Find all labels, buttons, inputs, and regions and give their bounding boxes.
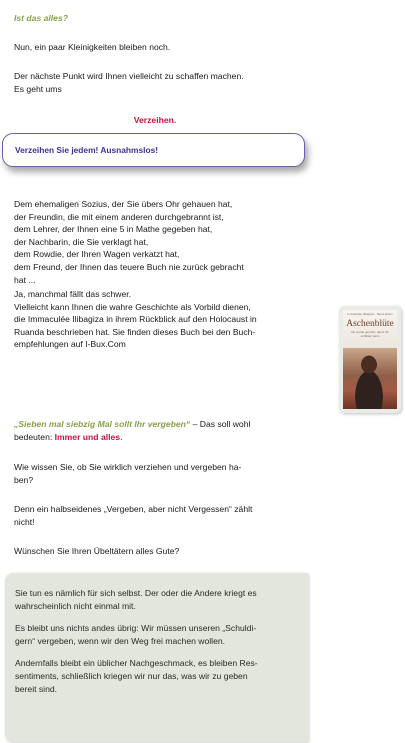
book-title: Aschenblüte xyxy=(346,319,394,329)
quote-emphasis: Immer und alles xyxy=(54,431,121,442)
intro-paragraph: Nun, ein paar Kleinigkeiten bleiben noch. xyxy=(14,42,171,52)
summary-paragraph-1: Sie tun es nämlich für sich selbst. Der oder die Andere kriegt es wahrscheinlich nicht einmal mit. xyxy=(15,588,257,611)
next-point-paragraph: Der nächste Punkt wird Ihnen vielleicht zu schaffen machen. Es geht ums xyxy=(14,71,244,94)
quote-paragraph: „Sieben mal siebzig Mal sollt Ihr vergeben“ – Das soll wohl bedeuten: Immer und alles. xyxy=(14,419,251,442)
summary-box xyxy=(5,573,308,742)
question-paragraph: Wie wissen Sie, ob Sie wirklich verziehen und vergeben ha- ben? xyxy=(14,462,242,485)
book-cover-header xyxy=(343,310,397,348)
wish-paragraph: Wünschen Sie Ihren Übeltätern alles Gute? xyxy=(14,546,180,556)
callout-text: Verzeihen Sie jedem! Ausnahmslos! xyxy=(15,145,159,155)
half-silk-paragraph: Denn ein halbseidenes „Vergeben, aber nicht Vergessen“ zählt nicht! xyxy=(14,504,253,527)
book-cover-image[interactable] xyxy=(339,306,401,413)
intro-question: Ist das alles? xyxy=(14,13,68,23)
book-subtitle: Ich wurde gerettet, damit ich erzählen kann xyxy=(351,330,389,338)
callout-box xyxy=(2,133,305,167)
book-reference-paragraph: Ja, manchmal fällt das schwer. Vielleicht kann Ihnen die wahre Geschichte als Vorbild dienen, die Immaculée Ilibagiza in ihrem Rückblick auf den Holocaust in Ruanda beschrieben hat. Sie finden dieses Buch bei den Buch- empfehlungen auf I-Bux.Com xyxy=(14,289,257,350)
quote-italic: „Sieben mal siebzig Mal sollt Ihr vergeben“ xyxy=(14,419,191,429)
book-author: Immaculée Ilibagiza · Steve Erwin xyxy=(347,312,393,316)
book-cover-figure xyxy=(355,352,383,409)
keyword-forgive: Verzeihen. xyxy=(133,115,177,125)
summary-paragraph-3: Andernfalls bleibt ein üblicher Nachgeschmack, es bleiben Res- sentiments, schließlich kriegen wir nur das, was wir zu geben bereit sind. xyxy=(15,658,258,694)
forgive-list-paragraph: Dem ehemaligen Sozius, der Sie übers Ohr gehauen hat, der Freundin, die mit einem anderen durchgebrannt ist, dem Lehrer, der Ihnen eine 5 in Mathe gegeben hat, der Nachbarin, die Sie verklagt hat, dem Rowdie, der Ihren Wagen verkatzt hat, dem Freund, der Ihnen das teuere Buch nie zurück gebracht hat ... xyxy=(14,199,244,285)
summary-paragraph-2: Es bleibt uns nichts andes übrig: Wir müssen unseren „Schuldi- gern“ vergeben, wenn wir den Weg frei machen wollen. xyxy=(15,623,257,646)
